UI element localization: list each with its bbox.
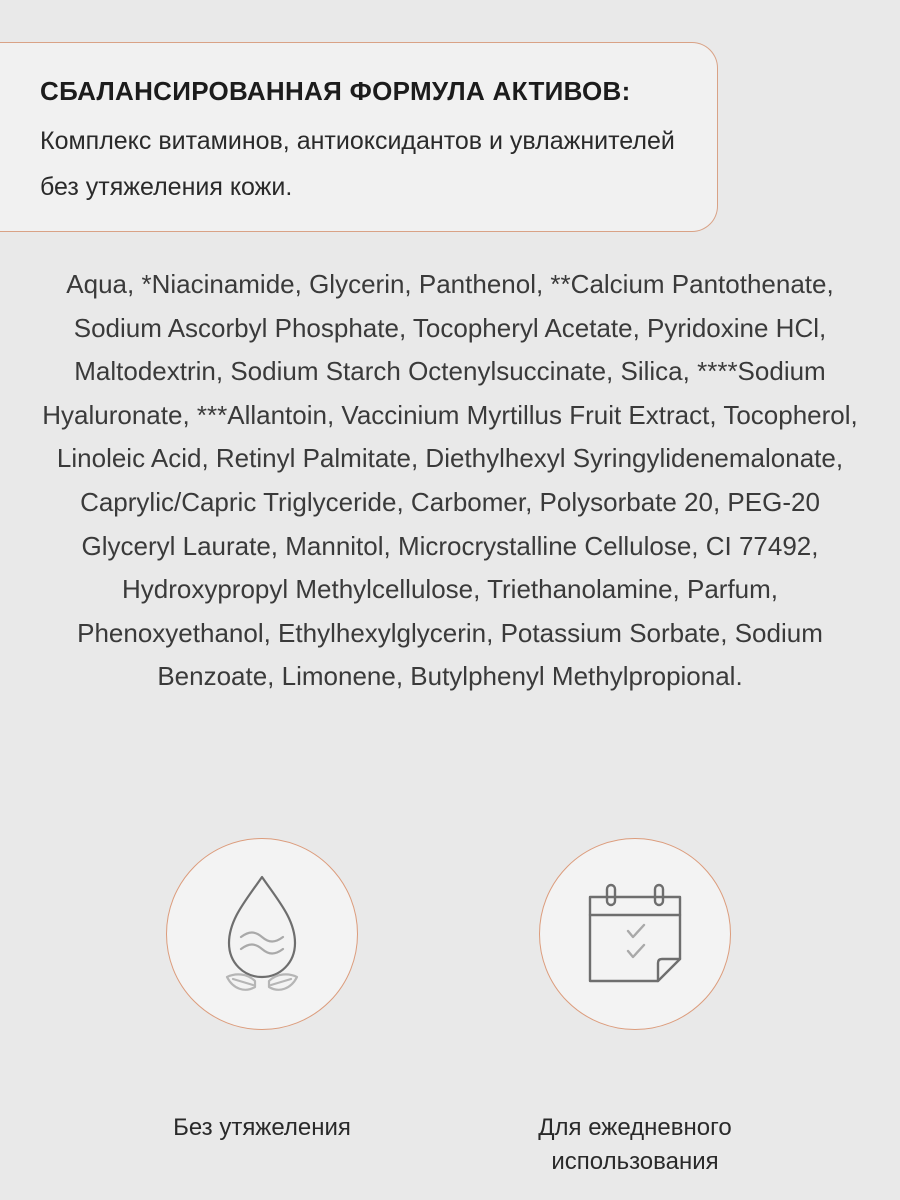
- banner-title: СБАЛАНСИРОВАННАЯ ФОРМУЛА АКТИВОВ:: [40, 76, 631, 106]
- feature-no-heaviness: [122, 838, 402, 1145]
- feature-label: Без утяжеления: [173, 1114, 351, 1141]
- ingredients-list: Aqua, *Niacinamide, Glycerin, Panthenol, **Calcium Pantothenate, Sodium Ascorbyl Phosphate, Tocopheryl Acetate, Pyridoxine HCl, Maltodextrin, Sodium Starch Octenylsuccinate, Silica, ****Sodium Hyaluronate, ***Allantoin, Vaccinium Myrtillus Fruit Extract, Tocopherol, Linoleic Acid, Retinyl Palmitate, Diethylhexyl Syringylidenemalonate, Caprylic/Capric Triglyceride, Carbomer, Polysorbate 20, PEG-20 Glyceryl Laurate, Mannitol, Microcrystalline Cellulose, CI 77492, Hydroxypropyl Methylcellulose, Triethanolamine, Parfum, Phenoxyethanol, Ethylhexylglycerin, Potassium Sorbate, Sodium Benzoate, Limonene, Butylphenyl Methylpropional.: [42, 269, 858, 692]
- banner-subtitle: Комплекс витаминов, антиоксидантов и увлажнителей без утяжеления кожи.: [40, 127, 675, 201]
- feature-label: Для ежедневного использования: [538, 1114, 732, 1175]
- feature-circle: [539, 838, 731, 1030]
- feature-circle: [166, 838, 358, 1030]
- feature-daily-use: [495, 838, 775, 1179]
- calendar-check-icon: [580, 879, 690, 989]
- droplet-leaves-icon: [207, 869, 317, 999]
